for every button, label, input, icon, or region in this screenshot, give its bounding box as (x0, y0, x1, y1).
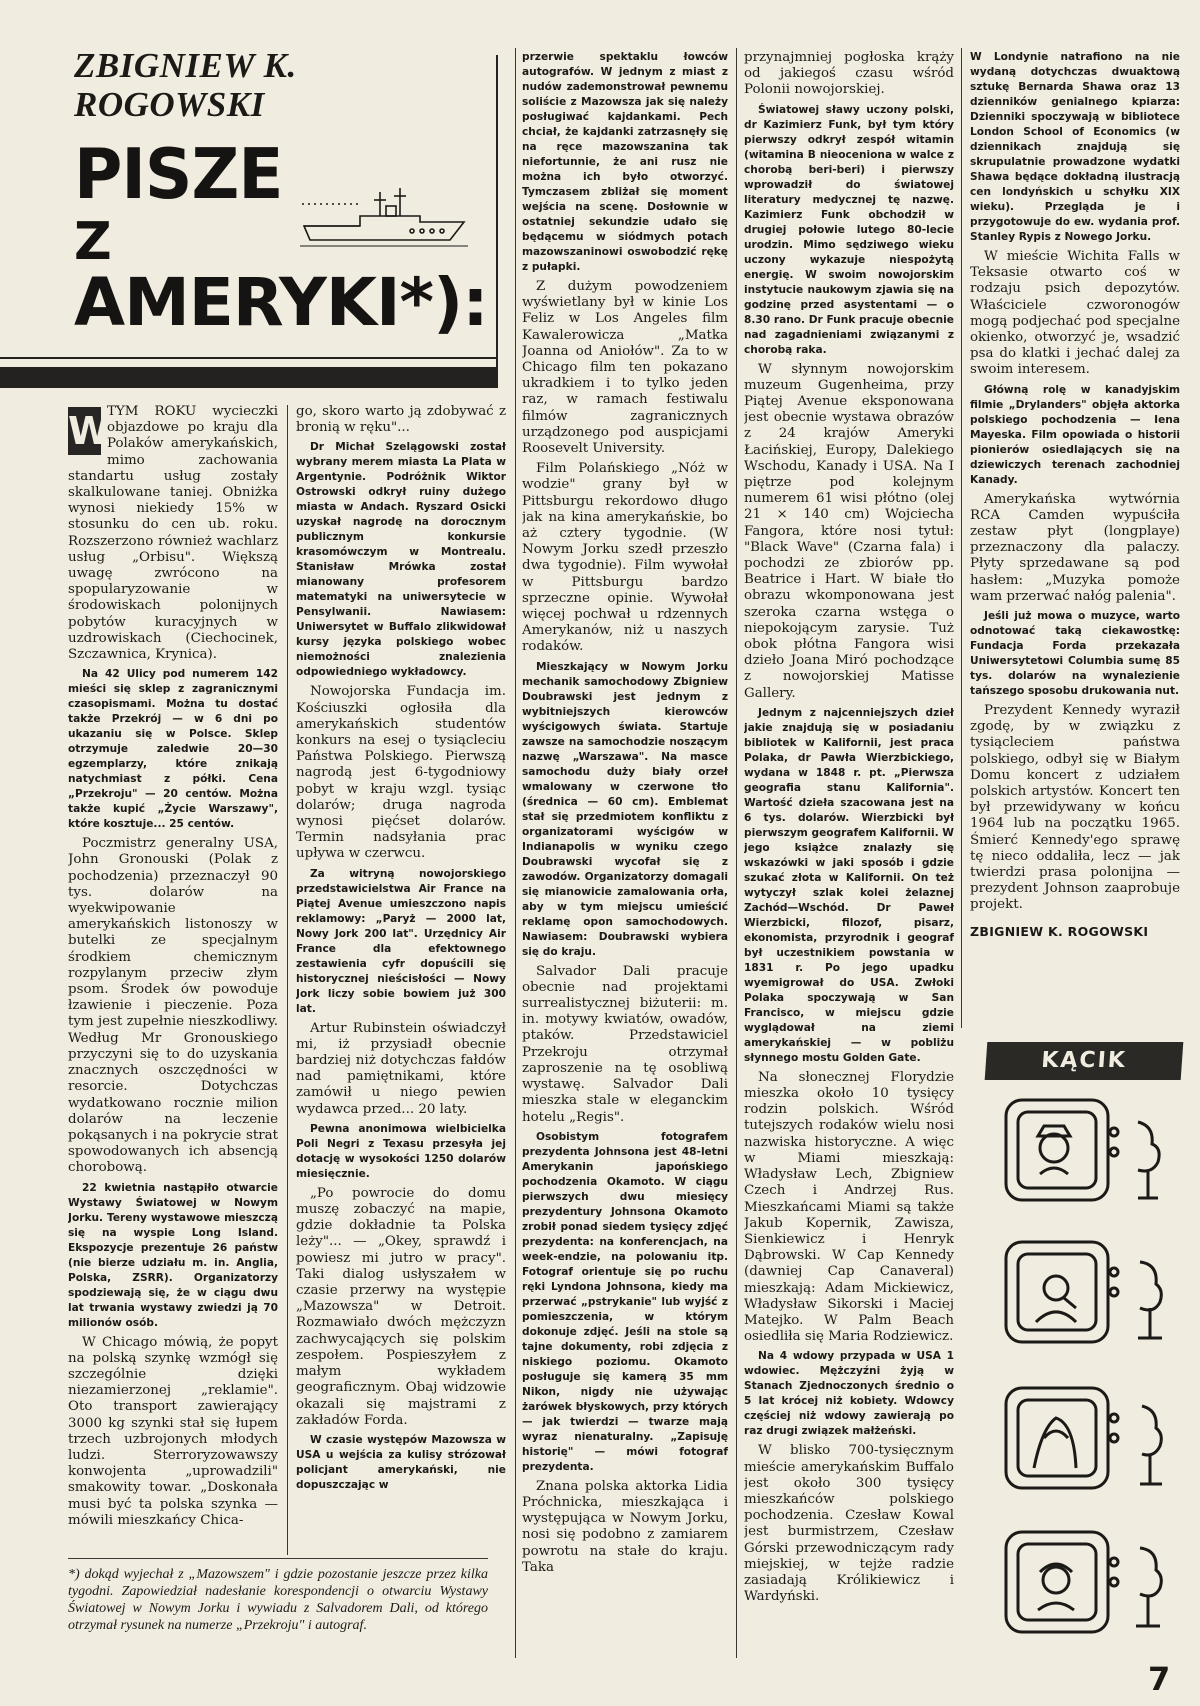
news-item: Na słonecznej Florydzie mieszka około 10 tysięcy rodzin polskich. Wśród tutejszych rodaków wielu nosi nazwiska historyczne. A więc w Miami mieszkają: Władysław Lech, Zbigniew Czech i Andrzej Rus. Mieszkańcami Miami są także Jakub Kopernik, Zawisza, Sienkiewicz i Henryk Dąbrowski. W Cap Kennedy (dawniej Cap Canaveral) mieszkają: Adam Mickiewicz, Władysław Sikorski i Maciej Matejko. W Palm Beach osiedliła się Maria Rodziewicz. (744, 1069, 954, 1345)
news-item: W czasie występów Mazowsza w USA u wejścia za kulisy strózował policjant amerykański, nie dopuszczając w (296, 1433, 506, 1491)
news-item: Dr Michał Szelągowski został wybrany merem miasta La Plata w Argentynie. Podróżnik Wiktor Ostrowski odkrył ruiny dużego miasta w Andach. Ryszard Osicki uzyskał nagrodę na dorocznym publicznym konkursie krasomówczym w Montrealu. Stanisław Mrówka został mianowany profesorem matematyki na uniwersytecie w Pensylwanii. Nawiasem: Uniwersytet w Buffalo zlikwidował kursy języka polskiego wobec niemożności znalezienia odpowiedniego wykładowcy. (296, 441, 506, 679)
author-second-line: ROGOWSKI (74, 85, 265, 124)
footnote: *) dokąd wyjechał z „Mazowszem" i gdzie pozostanie jeszcze przez kilka tygodni. Zapowiedział nadesłanie korespondencji o otwarciu Wystawy Światowej w Nowym Jorku i wywiadu z Salvadorem Dali, od którego otrzymał rysunek na numerze „Przekroju" i autograf. (68, 1567, 488, 1633)
news-item: Światowej sławy uczony polski, dr Kazimierz Funk, był tym który pierwszy odkrył zespół witamin (witamina B nieoceniona w walce z chorobą beri-beri) i pierwszy wprowadził do światowej literatury medycznej tę nazwę. Kazimierz Funk obchodził w drugiej połowie lutego 80-lecie urodzin. Mimo sędziwego wieku uczony wykazuje niespożytą energię. W swoim nowojorskim instytucie naukowym zjawia się na godzinę przed asystentami — o 8.30 rano. Dr Funk pracuje obecnie nad zagadnieniami związanymi z chorobą raka. (744, 103, 954, 356)
ship-illustration (300, 186, 468, 250)
news-item: W mieście Wichita Falls w Teksasie otwarto coś w rodzaju psich depozytów. Właściciele czworonogów mogą podjechać pod specjalne okienko, otworzyć je, wsadzić psa do klatki i jechać dalej za swoim interesem. (970, 249, 1180, 378)
header-frame-line (0, 357, 498, 359)
header-frame-right (496, 55, 498, 380)
news-item: Jednym z najcenniejszych dzieł jakie znajdują się w posiadaniu bibliotek w Kalifornii, jest praca Polaka, dr Pawła Wierzbickiego, wydana w 1848 r. pt. „Pierwsza geografia stanu Kalifornia". Wartość dzieła szacowana jest na 6 tys. dolarów. Wierzbicki był pierwszym geografem Kalifornii. W jego książce znalazły się wskazówki w jaki sposób i gdzie szukać złota w Kalifornii. On też wytyczył szlak kolei żelaznej Zachód—Wschód. Dr Paweł Wierzbicki, filozof, pisarz, ekonomista, przyrodnik i geograf był uczestnikiem powstania w 1831 r. Po jego upadku wyemigrował do USA. Zwłoki Polaka spoczywają w San Francisco, w miejscu gdzie wyglądował na ziemi amerykańskiej — w pobliżu słynnego mostu Golden Gate. (744, 706, 954, 1064)
headline-line-3: AMERYKI*): (74, 264, 488, 341)
news-item: 22 kwietnia nastąpiło otwarcie Wystawy Światowej w Nowym Jorku. Tereny wystawowe mieszczą się na wyspie Long Island. Ekspozycje prezentuje 26 państw (nie bierze udziału m. in. Anglia, Polska, ZSRR). Organizatorzy spodziewają się, że w ciągu dwu lat trwania wystawy zwiedzi ją 70 milionów osób. (68, 1181, 278, 1329)
header-frame-bar (0, 367, 498, 388)
article-column-1 (68, 404, 278, 1554)
article-column-2 (296, 404, 506, 1554)
drop-cap: W (68, 409, 110, 453)
news-item: Amerykańska wytwórnia RCA Camden wypuściła zestaw płyt (longplaye) przeznaczony dla palaczy. Płyty sprzedawane są pod hasłem: „Muzyka pomoże wam przerwać nałóg palenia". (970, 491, 1180, 604)
intro-paragraph: W TYM ROKU wycieczki objazdowe po kraju dla Polaków amerykańskich, mimo zachowania standartu usług zostały skalkulowane taniej. Obniżka wynosi niekiedy 15% w stosunku do cen ub. roku. Rozszerzono również wachlarz usług „Orbisu". Większą uwagę zwrócono na spopularyzowanie w środowiskach polonijnych pobytów kuracyjnych w uzdrowiskach (Ciechocinek, Szczawnica, Krynica). (68, 404, 278, 663)
news-item: go, skoro warto ją zdobywać z bronią w ręku"... (296, 404, 506, 436)
news-item: Nowojorska Fundacja im. Kościuszki ogłosiła dla amerykańskich studentów konkurs na esej o tysiącleciu Państwa Polskiego. Pierwszą nagrodą jest 6-tygodniowy pobyt w kraju wzgl. tysiąc dolarów; druga nagroda wynosi pięćset dolarów. Termin nadsyłania prac upływa w czerwcu. (296, 684, 506, 862)
news-item: Prezydent Kennedy wyraził zgodę, by w związku z tysiącleciem państwa polskiego, odbył się w Białym Domu koncert z udziałem polskich artystów. Koncert ten był przewidywany w końcu 1964 lub na początku 1965. Śmierć Kennedy'ego sprawę tę nieco oddaliła, lecz — jak twierdzi prasa polonijna — prezydent Johnson zaaprobuje projekt. (970, 703, 1180, 913)
news-item: Artur Rubinstein oświadczył mi, iż przysiadł obecnie bardziej niż dotychczas fałdów nad pamiętnikami, które zamówił u niego pewien wydawca przed... 20 laty. (296, 1020, 506, 1117)
tv-cartoon-strip (998, 1092, 1182, 1652)
news-item: Na 4 wdowy przypada w USA 1 wdowiec. Mężczyźni żyją w Stanach Zjednoczonych średnio o 5 lat krócej niż kobiety. Wdowcy częściej niż wdowy zawierają po raz drugi związek małżeński. (744, 1350, 954, 1438)
news-item: Osobistym fotografem prezydenta Johnsona jest 48-letni Amerykanin japońskiego pochodzenia Okamoto. W ciągu pierwszych dwu miesięcy prezydentury Johnsona Okamoto zrobił ponad siedem tysięcy zdjęć prezydenta: na konferencjach, na week-endzie, na polowaniu itp. Fotograf orientuje się po ruchu ręki Lyndona Johnsona, kiedy ma przerwać „pstrykanie" lub wyjść z pomieszczenia, w którym dokonuje zdjęć. Jeśli na stole są tajne dokumenty, robi zdjęcia z niskiego poziomu. Okamoto posługuje się kamerą 35 mm Nikon, nigdy nie używając żarówek błyskowych, przy których — jak twierdzi — twarze mają wyraz nienaturalny. „Zapisuję historię" — mówi fotograf prezydenta. (522, 1130, 728, 1473)
page-number: 7 (1148, 1660, 1171, 1698)
author-byline (74, 46, 434, 124)
humor-corner-title: KĄCIK HUMORU (985, 1042, 1184, 1080)
author-signature: ZBIGNIEW K. ROGOWSKI (970, 923, 1149, 939)
news-item: W Londynie natrafiono na nie wydaną dotychczas dwuaktową sztukę Bernarda Shawa oraz 13 dzienników genialnego kpiarza: Dzienniki spoczywają w bibliotece London School of Economics (w dziennikach znajdują się skrupulatnie prowadzone wydatki Shawa będące dokładną ilustracją cen londyńskich u schyłku XIX wieku). Przegląda je i przygotowuje do ew. wydania prof. Stanley Rypis z Nowego Jorku. (970, 51, 1180, 243)
news-item: Salvador Dali pracuje obecnie nad projektami surrealistycznej biżuterii: m. in. motywy kwiatów, owadów, ptaków. Przedstawiciel Przekroju otrzymał zaproszenie na tę osobliwą wystawę. Salvador Dali mieszka stale w eleganckim hotelu „Regis". (522, 963, 728, 1125)
news-item: Na 42 Ulicy pod numerem 142 mieści się sklep z zagranicznymi czasopismami. Można tu dostać także Przekrój — w 6 dni po ukazaniu się w Polsce. Sklep otrzymuje zaledwie 20—30 egzemplarzy, które znikają natychmiast z półki. Cena „Przekroju" — 20 centów. Można także kupić „Życie Warszawy", które kosztuje... 25 centów. (68, 668, 278, 831)
news-item: W blisko 700-tysięcznym mieście amerykańskim Buffalo jest około 300 tysięcy mieszkańców polskiego pochodzenia. Czesław Kowal jest burmistrzem, Czesław Górski przewodniczącym rady miejskiej, w tejże radzie zasiadają Królikiewicz i Wardyński. (744, 1443, 954, 1605)
footnote-rule (68, 1558, 488, 1559)
news-item: Główną rolę w kanadyjskim filmie „Drylanders" objęła aktorka polskiego pochodzenia — Iena Mayeska. Film opowiada o historii pionierów osiedlających się na dziewiczych terenach zachodniej Kanady. (970, 383, 1180, 486)
article-column-3 (522, 50, 728, 1660)
article-column-5 (970, 50, 1180, 1030)
column-rule (287, 405, 288, 1555)
news-item: W Chicago mówią, że popyt na polską szynkę wzmógł się szczególnie dzięki niezamierzonej „reklamie". Oto transport zawierający 3000 kg szynki stał się łupem trzech uzbrojonych młodych ludzi. Sterroryzowawszy konwojenta „uprowadzili" smakowity towar. „Doskonała musi być ta polska szynka — mówili mieszkańcy Chica- (68, 1334, 278, 1528)
news-item: przerwie spektaklu łowców autografów. W jednym z miast z nudów zademonstrował pewnemu soliście z Mazowsza jak się należy posługiwać kajdankami. Pech chciał, że kajdanki zatrzasnęły się na ręce mazowszanina tak niefortunnie, że ani rusz nie można ich było otworzyć. Tymczasem zbliżał się moment wejścia na scenę. Dosłownie w ostatniej sekundzie udało się będącemu w siódmych potach mazowszaninowi oswobodzić rękę z pułapki. (522, 51, 728, 273)
column-rule (961, 48, 962, 1028)
column-rule (736, 48, 737, 1658)
column-rule (515, 48, 516, 1658)
news-item: Mieszkający w Nowym Jorku mechanik samochodowy Zbigniew Doubrawski jest jednym z wybitniejszych kierowców wyścigowych świata. Startuje zawsze na samochodzie noszącym nazwę „Warszawa". Na masce samochodu duży biały orzeł wmalowany w czerwone tło (średnica — 60 cm). Emblemat stał się przedmiotem konfliktu z organizatorami wyścigów w Indianapolis w wyniku czego Doubrawski wycofał się z zawodów. Organizatorzy domagali się mianowicie zamalowania orła, aby w tym miejscu umieścić reklamę opon samochodowych. Nawiasem: Doubrawski wybiera się do kraju. (522, 660, 728, 958)
news-item: Jeśli już mowa o muzyce, warto odnotować taką ciekawostkę: Fundacja Forda przekazała Uniwersytetowi Columbia sumę 85 tys. dolarów na wynalezienie tańszego sposobu drukowania nut. (970, 610, 1180, 698)
news-item: W słynnym nowojorskim muzeum Gugenheima, przy Piątej Avenue eksponowana jest obecnie wystawa obrazów z 24 krajów Ameryki Łacińskiej, Europy, Dalekiego Wschodu, Kanady i USA. Na I piętrze pod kolejnym numerem 61 wisi płótno (olej 21 × 140 cm) Wojciecha Fangora, które nosi tytuł: "Black Wave" (Czarna fala) i pochodzi ze zbiorów pp. Beatrice i Hart. W białe tło obrazu wkomponowana jest szeroka czarna wstęga o niepokojącym zarysie. Tuż obok płótna Fangora wisi dzieło Joana Miró pochodzące z nowojorskiej Matisse Gallery. (744, 361, 954, 701)
news-item: Za witryną nowojorskiego przedstawicielstwa Air France na Piątej Avenue umieszczono napis reklamowy: „Paryż — 2000 lat, Nowy Jork 200 lat". Urzędnicy Air France dla efektownego zestawienia cyfr dopuścili się historycznej nieścisłości — Nowy Jork liczy sobie bowiem już 300 lat. (296, 867, 506, 1015)
headline-line-2: Z (74, 212, 111, 272)
author-first-line: ZBIGNIEW K. (74, 46, 297, 85)
news-item: Poczmistrz generalny USA, John Gronouski (Polak z pochodzenia) przeznaczył 90 tys. dolarów na wyekwipowanie amerykańskich listonoszy w butelki ze specjalnym środkiem chemicznym rozpylanym przeciw złym psom. Środek ów powoduje łzawienie i pieczenie. Poza tym jest zupełnie nieszkodliwy. Według Mr Gronouskiego przyczyni się to do uzyskania znacznych oszczędności w resorcie. Dotychczas wydatkowano rocznie milion dolarów na leczenie pokąsanych i na pokrycie strat spowodowanych ich absencją chorobową. (68, 836, 278, 1176)
news-item: Z dużym powodzeniem wyświetlany był w kinie Los Feliz w Los Angeles film Kawalerowicza „Matka Joanna od Aniołów". Za to w Chicago film ten pokazano ukradkiem i to tylko jeden raz, w ramach festiwalu filmów zagranicznych urządzonego pod auspicjami Roosevelt University. (522, 279, 728, 457)
news-item: Znana polska aktorka Lidia Próchnicka, mieszkająca i występująca w Nowym Jorku, nosi się podobno z zamiarem powrotu na stałe do kraju. Taka (522, 1478, 728, 1575)
headline-line-1: PISZE (74, 134, 283, 215)
news-item: Pewna anonimowa wielbicielka Poli Negri z Texasu przesyła jej dotację w wysokości 1250 dolarów miesięcznie. (296, 1122, 506, 1180)
news-item: Film Polańskiego „Nóż w wodzie" grany był w Pittsburgu rekordowo długo jak na kina amerykańskie, bo aż cztery tygodnie. (W Nowym Jorku szedł przeszło dwa tygodnie). Film wywołał w Pittsburgu bardzo sprzeczne opinie. Wywołał więcej pochwał u rdzennych Amerykanów, niż u naszych rodaków. (522, 461, 728, 655)
article-column-4 (744, 50, 954, 1660)
news-item: „Po powrocie do domu muszę zobaczyć na mapie, gdzie dokładnie ta Polska leży"... — „Okey, sprawdź i powiesz mi jutro w pracy". Taki dialog usłyszałem w czasie przerwy na występie „Mazowsza" w Detroit. Rozmawiało dwóch mężczyzn zachwycających się polskim zespołem. Pospieszyłem z małym wykładem geograficznym. Obaj widzowie okazali się majstrami z zakładów Forda. (296, 1185, 506, 1428)
news-item: przynajmniej pogłoska krąży od jakiegoś czasu wśród Polonii nowojorskiej. (744, 50, 954, 98)
